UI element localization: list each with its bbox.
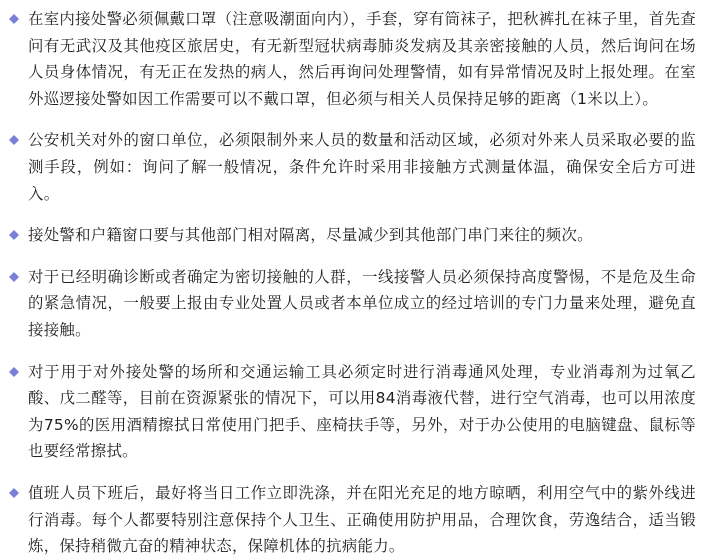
- paragraph-4-text: 对于已经明确诊断或者确定为密切接触的人群，一线接警人员必须保持高度警惕，不是危及生命的紧急情况，一般要上报由专业处置人员或者本单位成立的经过培训的专门力量来处理，避免直接接触。: [28, 267, 696, 339]
- diamond-bullet-icon: [9, 230, 19, 240]
- diamond-bullet-icon: [9, 135, 19, 145]
- paragraph-5: [9, 359, 696, 465]
- paragraph-6-text: 值班人员下班后，最好将当日工作立即洗涤，并在阳光充足的地方晾晒，利用空气中的紫外线进行消毒。每个人都要特别注意保持个人卫生、正确使用防护用品，合理饮食，劳逸结合，适当锻炼，保持稍微亢奋的精神状态，保障机体的抗病能力。: [28, 483, 696, 556]
- paragraph-6: [9, 480, 696, 560]
- diamond-bullet-icon: [9, 488, 19, 498]
- paragraph-1-text: 在室内接处警必须佩戴口罩（注意吸潮面向内），手套，穿有筒袜子，把秋裤扎在袜子里，首先查问有无武汉及其他疫区旅居史，有无新型冠状病毒肺炎发病及其亲密接触的人员，然后询问在场人员身体情况，有无正在发热的病人，然后再询问处理警情，如有异常情况及时上报处理。在室外巡逻接处警如因工作需要可以不戴口罩，但必须与相关人员保持足够的距离（1米以上）。: [28, 10, 696, 108]
- paragraph-4: [9, 264, 696, 344]
- paragraph-3: [9, 222, 696, 249]
- paragraph-2: [9, 127, 696, 207]
- diamond-bullet-icon: [9, 367, 19, 377]
- diamond-bullet-icon: [9, 272, 19, 282]
- diamond-bullet-icon: [9, 14, 19, 24]
- paragraph-3-text: 接处警和户籍窗口要与其他部门相对隔离，尽量减少到其他部门串门来往的频次。: [28, 226, 593, 245]
- paragraph-5-text: 对于用于对外接处警的场所和交通运输工具必须定时进行消毒通风处理，专业消毒剂为过氧乙酸、戊二醛等，目前在资源紧张的情况下，可以用84消毒液代替，进行空气消毒，也可以用浓度为75%的医用酒精擦拭日常使用门把手、座椅扶手等，另外，对于办公使用的电脑键盘、鼠标等也要经常擦拭。: [28, 362, 696, 461]
- paragraph-1: [9, 6, 696, 112]
- paragraph-2-text: 公安机关对外的窗口单位，必须限制外来人员的数量和活动区域，必须对外来人员采取必要的监测手段，例如：询问了解一般情况，条件允许时采用非接触方式测量体温，确保安全后方可进入。: [28, 131, 696, 203]
